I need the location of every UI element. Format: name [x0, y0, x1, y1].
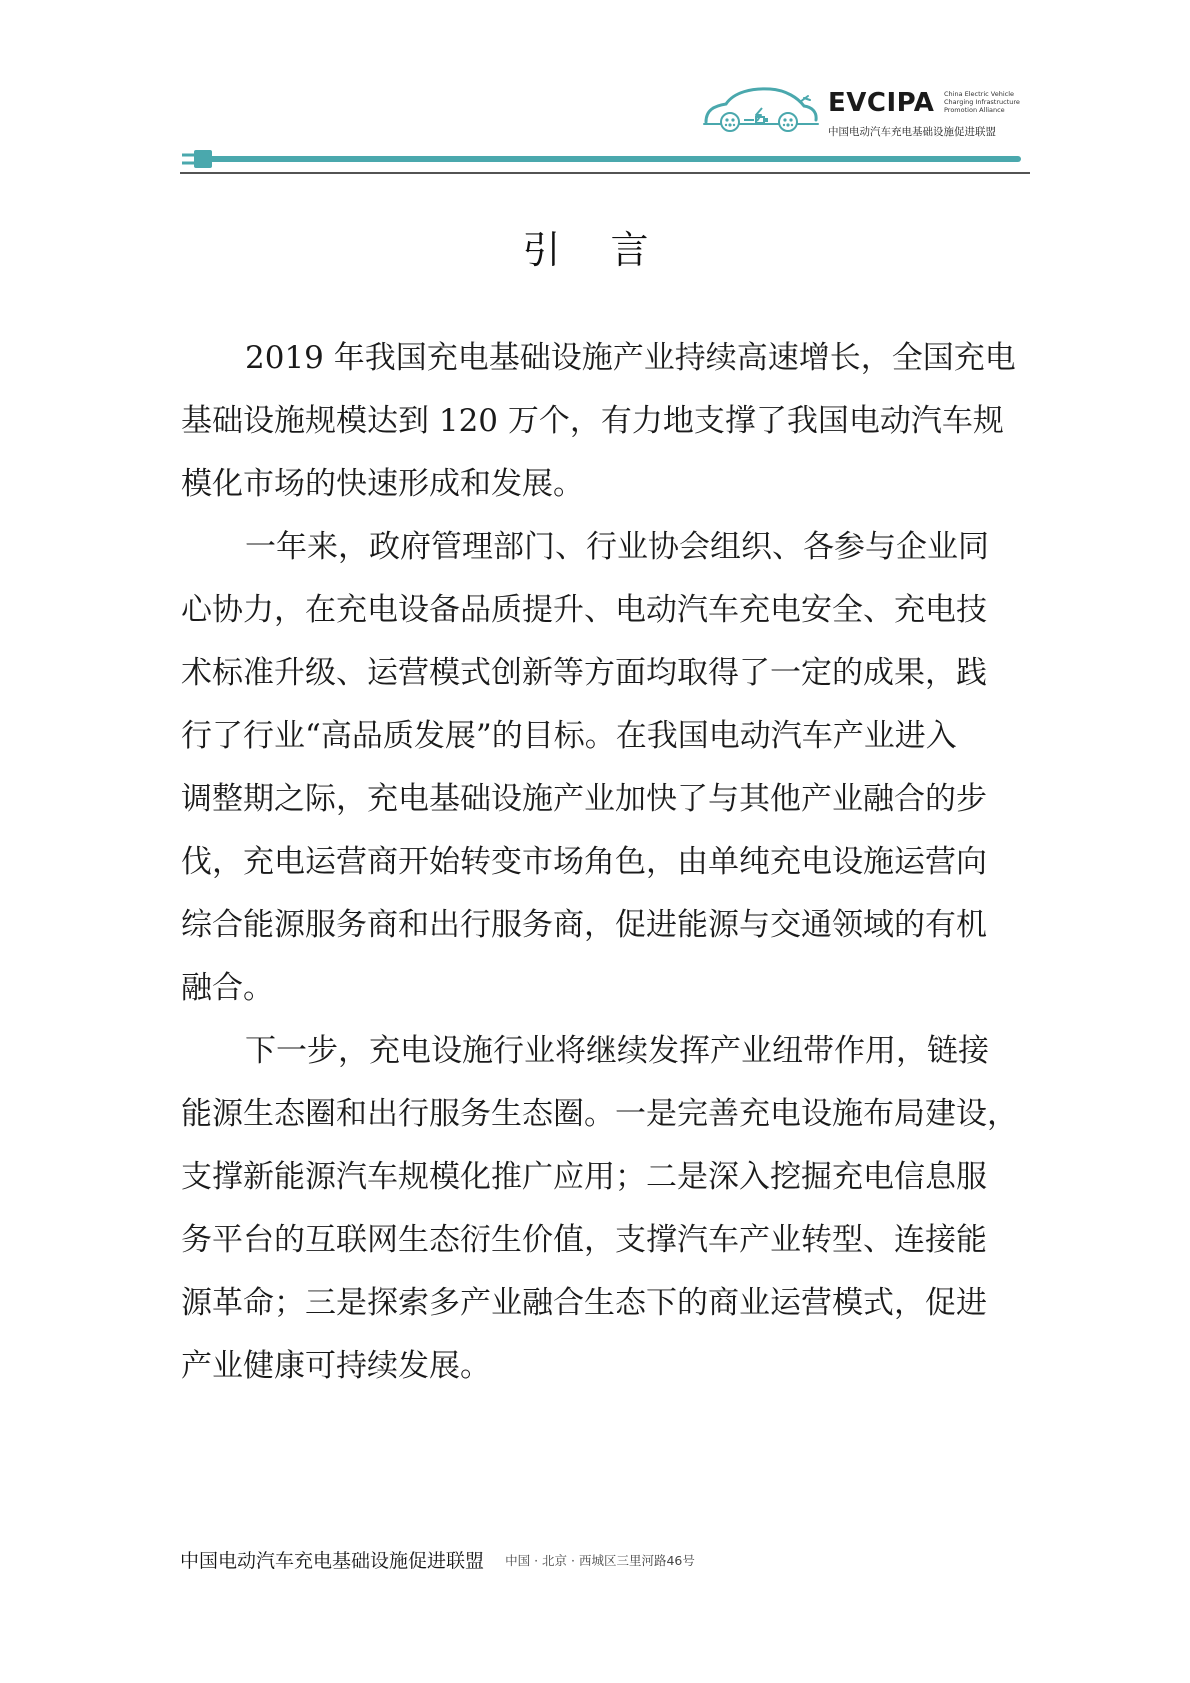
paragraph-line: 融合。 [181, 970, 274, 1006]
paragraph-line: 基础设施规模达到 120 万个，有力地支撑了我国电动汽车规 [181, 403, 1004, 439]
car-charging-icon [700, 84, 820, 134]
evcipa-logo [700, 84, 1030, 144]
paragraph-line: 调整期之际，充电基础设施产业加快了与其他产业融合的步 [181, 781, 987, 817]
paragraph-line: 源革命；三是探索多产业融合生态下的商业运营模式，促进 [181, 1285, 987, 1321]
paragraph-line: 术标准升级、运营模式创新等方面均取得了一定的成果，践 [181, 655, 987, 691]
paragraph-line: 下一步，充电设施行业将继续发挥产业纽带作用，链接 [245, 1033, 989, 1069]
page-footer [180, 1546, 695, 1573]
paragraph-line: 支撑新能源汽车规模化推广应用；二是深入挖掘充电信息服 [181, 1159, 987, 1195]
body-text [181, 327, 1027, 1398]
paragraph [181, 327, 1027, 516]
page-header [0, 0, 1190, 180]
paragraph-line: 行了行业“高品质发展”的目标。在我国电动汽车产业进入 [181, 718, 957, 754]
paragraph-line: 模化市场的快速形成和发展。 [181, 466, 584, 502]
paragraph-line: 能源生态圈和出行服务生态圈。一是完善充电设施布局建设， [181, 1096, 1018, 1132]
footer-address: 中国 · 北京 · 西城区三里河路46号 [505, 1552, 695, 1568]
logo-acronym: EVCIPA [828, 88, 935, 118]
paragraph-line: 伐，充电运营商开始转变市场角色，由单纯充电设施运营向 [181, 844, 987, 880]
logo-english-name: China Electric Vehicle Charging Infrastructure Promotion Alliance [944, 90, 1020, 114]
paragraph-line: 一年来，政府管理部门、行业协会组织、各参与企业同 [245, 529, 989, 565]
plug-divider [180, 148, 1030, 176]
plug-icon [194, 150, 212, 168]
paragraph [181, 516, 1027, 1020]
paragraph-line: 务平台的互联网生态衍生价值，支撑汽车产业转型、连接能 [181, 1222, 987, 1258]
footer-organization: 中国电动汽车充电基础设施促进联盟 [180, 1550, 485, 1572]
paragraph-line: 2019 年我国充电基础设施产业持续高速增长，全国充电 [245, 340, 1016, 376]
paragraph [181, 1020, 1027, 1398]
paragraph-line: 综合能源服务商和出行服务商，促进能源与交通领域的有机 [181, 907, 987, 943]
paragraph-line: 产业健康可持续发展。 [181, 1348, 491, 1384]
paragraph-line: 心协力，在充电设备品质提升、电动汽车充电安全、充电技 [181, 592, 987, 628]
logo-chinese-name: 中国电动汽车充电基础设施促进联盟 [828, 126, 996, 138]
page-title: 引 言 [522, 228, 668, 272]
